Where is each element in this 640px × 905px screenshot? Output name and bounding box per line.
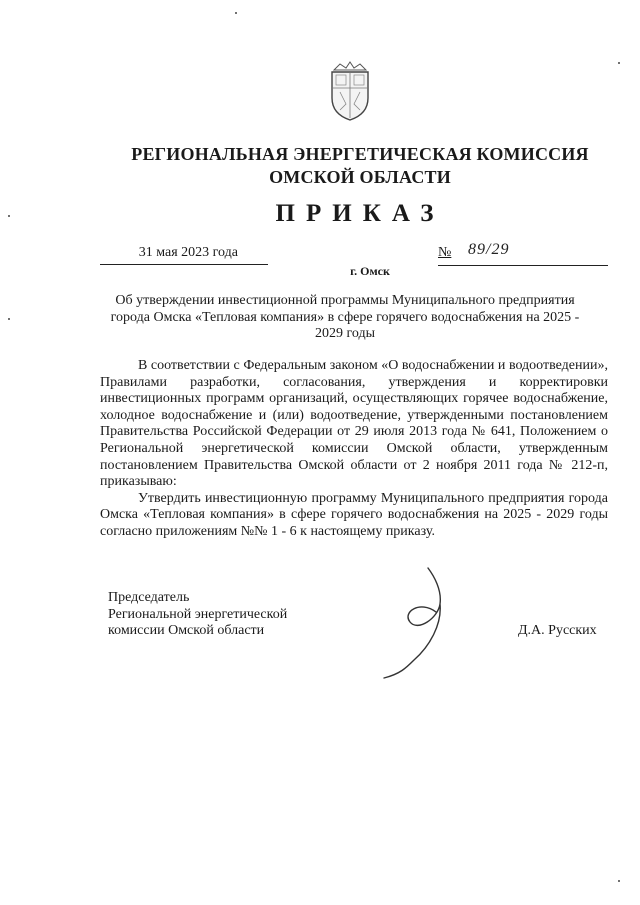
scan-speck — [618, 62, 620, 64]
signatory-name: Д.А. Русских — [518, 623, 597, 638]
order-number-field — [438, 241, 608, 266]
signatory-title — [108, 590, 287, 640]
scan-speck — [8, 318, 10, 320]
document-type: ПРИКАЗ — [275, 200, 445, 227]
signatory-title-line1: Председатель — [108, 590, 190, 605]
signatory-title-line3: комиссии Омской области — [108, 623, 265, 638]
body-paragraph-1: В соответствии с Федеральным законом «О водоснабжении и водоотведении», Правилами разработки, согласования, утверждения и корректировки инвестиционных программ организаций, осуществляющих горячее водоснабжение, холодное водоснабжение и (или) водоотведение, утвержденными постановлением Правительства Российской Федерации от 29 июля 2013 года № 641, Положением о Региональной энергетической комиссии Омской области, утвержденным постановлением Правительства Омской области от 2 ноября 2011 года № 212-п, приказываю: — [100, 358, 608, 490]
signatory-title-line2: Региональной энергетической — [108, 606, 288, 622]
order-subject: Об утверждении инвестиционной программы Муниципального предприятия города Омска «Тепловая компания» в сфере горячего водоснабжения на 2025 - 2029 годы — [110, 293, 580, 341]
scan-speck — [235, 12, 237, 14]
number-sign: № — [438, 245, 452, 260]
handwritten-signature — [380, 560, 490, 680]
order-number: 89/29 — [468, 241, 510, 258]
scan-speck — [618, 880, 620, 882]
body-paragraph-2: Утвердить инвестиционную программу Муниципального предприятия города Омска «Тепловая компания» в сфере горячего водоснабжения на 2025 - 2029 годы согласно приложениям №№ 1 - 6 к настоящему приказу. — [100, 490, 608, 539]
city: г. Омск — [350, 264, 390, 278]
coat-of-arms-icon — [326, 58, 374, 122]
order-body — [100, 358, 608, 541]
order-date: 31 мая 2023 года — [100, 246, 268, 265]
org-name-line1: РЕГИОНАЛЬНАЯ ЭНЕРГЕТИЧЕСКАЯ КОМИССИЯ — [131, 144, 589, 164]
scan-speck — [8, 215, 10, 217]
org-name-line2: ОМСКОЙ ОБЛАСТИ — [269, 167, 451, 187]
